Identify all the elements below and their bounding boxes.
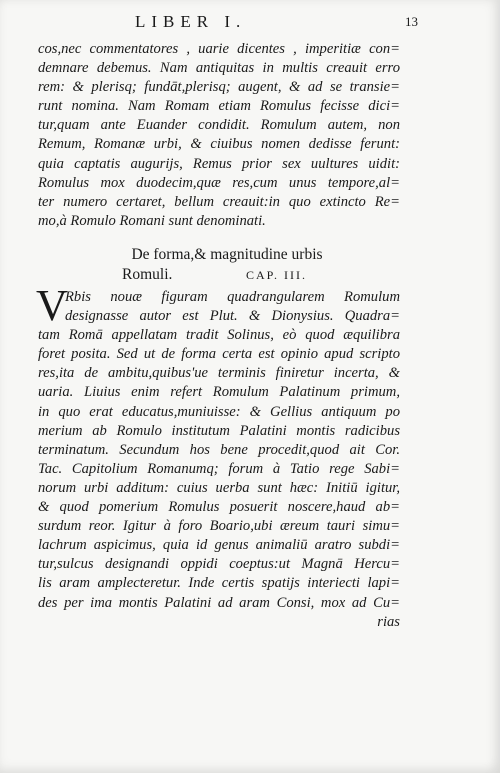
text-line: mo,à Romulo Romani sunt denominati. — [38, 212, 266, 229]
running-head — [0, 12, 500, 36]
text-line: ter numero certaret, bellum creauit:in quo extincto Re= — [38, 193, 400, 210]
chapter-heading — [38, 245, 400, 285]
text-line: quia captatis augurijs, Remus prior sex uultures uidit: — [38, 155, 400, 172]
text-line: tur,quam ante Euander condidit. Romulum autem, non — [38, 117, 400, 134]
text-line: merium ab Romulo institutum Palatini montis radicibus — [38, 422, 400, 439]
running-title: LIBER I. — [135, 12, 247, 31]
text-line: rem: & plerisq; fundāt,plerisq; augent, & ad se transie= — [38, 79, 400, 96]
text-line: foret posita. Sed ut de forma certa est opinio apud scripto — [38, 346, 400, 363]
chapter-number: CAP. III. — [246, 268, 308, 282]
text-line: Tac. Capitolium Romanumq; forum à Tatio rege Sabi= — [38, 460, 400, 477]
paragraph-continued — [38, 40, 400, 231]
text-line: tam Romā appellatam tradit Solinus, eò quod æquilibra — [38, 327, 400, 344]
text-line: terminatum. Secundum hos bene procedit,quod ait Cor. — [38, 441, 400, 458]
drop-cap: V — [36, 281, 68, 330]
text-line: Rbis nouæ figuram quadrangularem Romulum — [65, 289, 400, 305]
text-line: surdum reor. Igitur à foro Boario,ubi æreum tauri simu= — [38, 518, 400, 535]
text-line: res,ita de ambitu,quibus'ue terminis finiretur incerta, & — [38, 365, 400, 382]
chapter-heading-title-end: Romuli. — [122, 266, 173, 283]
text-line: cos,nec commentatores , uarie dicentes , imperitiæ con= — [38, 41, 400, 57]
text-line: runt nomina. Nam Romam etiam Romulus fecisse dici= — [38, 98, 400, 115]
page-number: 13 — [405, 14, 418, 29]
paragraph-main — [36, 281, 400, 632]
text-line: norum urbi additum: cuius uerba sunt hæc: Initiū igitur, — [38, 479, 400, 496]
text-line: demnare debemus. Nam antiquitas in multis creauit erro — [38, 60, 400, 77]
text-line: & quod pomerium Romulus posuerit noscere,haud ab= — [38, 499, 400, 516]
text-line: designasse autor est Plut. & Dionysius. Quadra= — [65, 308, 400, 325]
text-line: lis aram amplecteretur. Inde certis spatijs interiecti lapi= — [38, 575, 400, 592]
text-line: Romulus mox duodecim,quæ res,cum unus tempore,al= — [38, 174, 400, 191]
chapter-heading-title: De forma,& magnitudine urbis — [131, 246, 323, 263]
text-line: tur,sulcus designandi oppidi coeptus:ut Magnā Hercu= — [38, 556, 400, 573]
chapter-heading-second-line — [38, 265, 400, 285]
catchword: rias — [377, 613, 400, 630]
text-line: uaria. Liuius enim refert Romulum Palatinum primum, — [38, 384, 400, 401]
text-line: des per ima montis Palatini ad aram Consi, mox ad Cu= — [38, 594, 400, 611]
text-line: lachrum aspicimus, quia id genus animaliū aratro subdi= — [38, 537, 400, 554]
text-line: in quo erat educatus,muniuisse: & Gellius antiquum po — [38, 403, 400, 420]
text-line: Remum, Romanæ urbi, & ciuibus nomen dedisse ferunt: — [38, 136, 400, 153]
